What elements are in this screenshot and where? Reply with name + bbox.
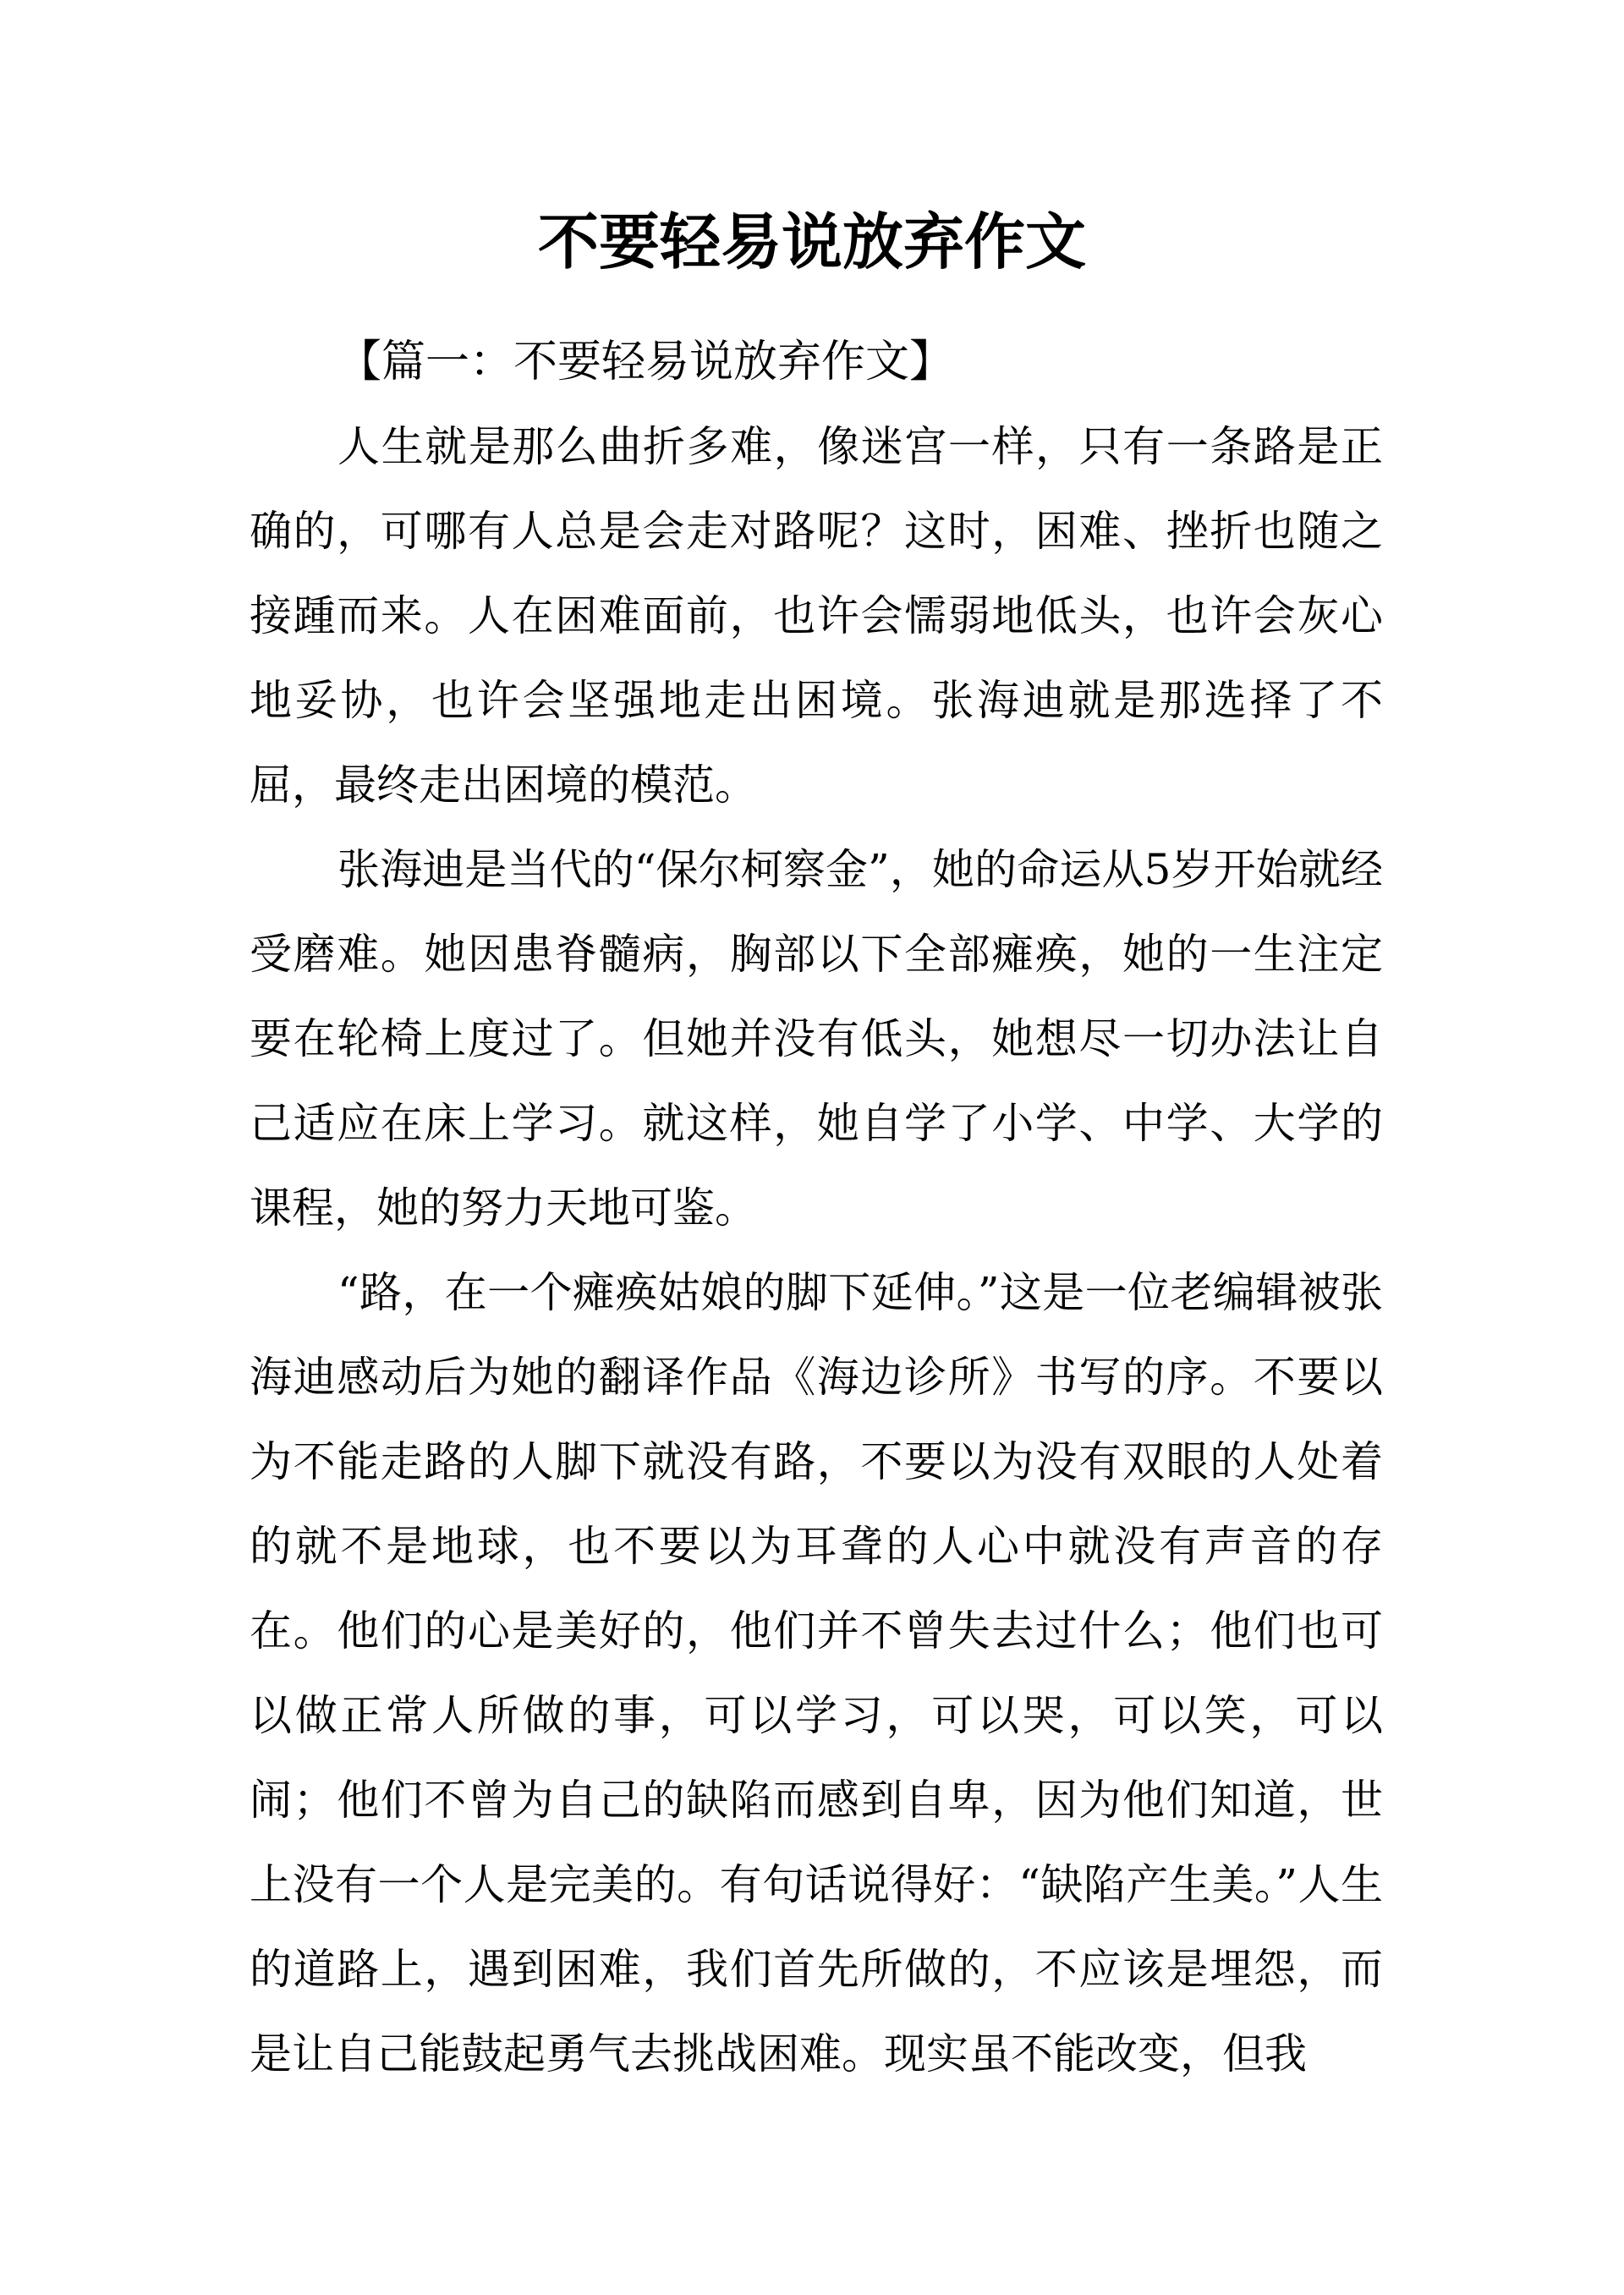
paragraph-3: “路，在一个瘫痪姑娘的脚下延伸。”这是一位老编辑被张海迪感动后为她的翻译作品《海边诊所》书写的序。不要以为不能走路的人脚下就没有路，不要以为没有双眼的人处着的就不是地球，也不要以为耳聋的人心中就没有声音的存在。他们的心是美好的，他们并不曾失去过什么；他们也可以做正常人所做的事，可以学习，可以哭，可以笑，可以闹；他们不曾为自己的缺陷而感到自卑，因为他们知道，世上没有一个人是完美的。有句话说得好：“缺陷产生美。”人生的道路上，遇到困难，我们首先所做的，不应该是埋怨，而是让自己能鼓起勇气去挑战困难。现实虽不能改变，但我 <box>250 1268 1383 2078</box>
paragraph-2: 张海迪是当代的“保尔柯察金”，她的命运从5岁开始就经受磨难。她因患脊髓病，胸部以下全部瘫痪，她的一生注定要在轮椅上度过了。但她并没有低头，她想尽一切办法让自己适应在床上学习。就这样，她自学了小学、中学、大学的课程，她的努力天地可鉴。 <box>250 845 1383 1233</box>
document-body <box>250 320 1383 2096</box>
document-title: 不要轻易说放弃作文 <box>537 206 1086 277</box>
paragraph-1: 人生就是那么曲折多难，像迷宫一样，只有一条路是正确的，可哪有人总是会走对路呢？这时，困难、挫折也随之接踵而来。人在困难面前，也许会懦弱地低头，也许会灰心地妥协，也许会坚强地走出困境。张海迪就是那选择了不屈，最终走出困境的模范。 <box>250 422 1383 810</box>
section-heading: 【篇一：不要轻易说放弃作文】 <box>337 337 954 387</box>
